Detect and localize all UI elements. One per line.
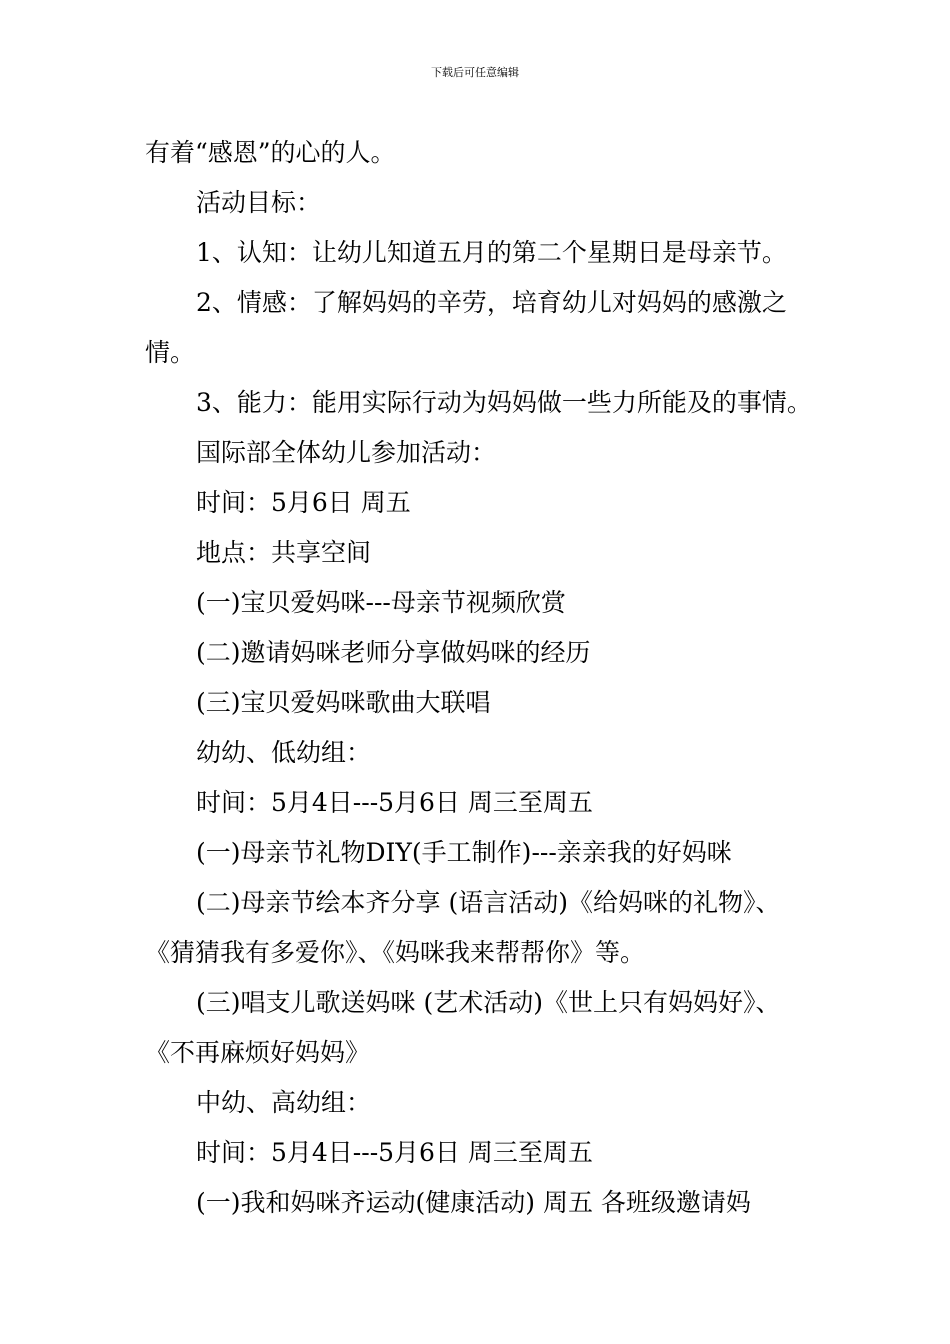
paragraph-line: 1、认知：让幼儿知道五月的第二个星期日是母亲节。 bbox=[196, 238, 787, 267]
paragraph-line: (一)宝贝爱妈咪---母亲节视频欣赏 bbox=[196, 588, 566, 617]
paragraph-line: 3、能力：能用实际行动为妈妈做一些力所能及的事情。 bbox=[196, 388, 812, 417]
paragraph-line: (三)唱支儿歌送妈咪 (艺术活动)《世上只有妈妈好》、 bbox=[196, 988, 781, 1017]
paragraph-line: 《不再麻烦好妈妈》 bbox=[145, 1038, 371, 1067]
paragraph-line: 时间：5月6日 周五 bbox=[196, 488, 411, 517]
paragraph-line: 情。 bbox=[145, 338, 196, 367]
paragraph-line: 时间：5月4日---5月6日 周三至周五 bbox=[196, 1138, 593, 1167]
paragraph-line: 活动目标： bbox=[196, 188, 322, 217]
paragraph-line: 国际部全体幼儿参加活动： bbox=[196, 438, 497, 467]
paragraph-line: 有着“感恩”的心的人。 bbox=[145, 138, 396, 167]
paragraph-line: 中幼、高幼组： bbox=[196, 1088, 372, 1117]
paragraph-line: 幼幼、低幼组： bbox=[196, 738, 372, 767]
paragraph-line: 时间：5月4日---5月6日 周三至周五 bbox=[196, 788, 593, 817]
paragraph-line: (二)邀请妈咪老师分享做妈咪的经历 bbox=[196, 638, 591, 667]
paragraph-line: 2、情感：了解妈妈的辛劳，培育幼儿对妈妈的感激之 bbox=[196, 288, 787, 317]
paragraph-line: (一)母亲节礼物DIY(手工制作)---亲亲我的好妈咪 bbox=[196, 838, 732, 867]
document-body bbox=[145, 128, 825, 1228]
paragraph-line: (一)我和妈咪齐运动(健康活动) 周五 各班级邀请妈 bbox=[196, 1188, 751, 1217]
paragraph-line: 地点：共享空间 bbox=[196, 538, 372, 567]
paragraph-line: (三)宝贝爱妈咪歌曲大联唱 bbox=[196, 688, 491, 717]
paragraph-line: 《猜猜我有多爱你》、《妈咪我来帮帮你》等。 bbox=[145, 938, 646, 967]
page-header-note: 下载后可任意编辑 bbox=[431, 66, 519, 79]
paragraph-line: (二)母亲节绘本齐分享 (语言活动)《给妈咪的礼物》、 bbox=[196, 888, 781, 917]
